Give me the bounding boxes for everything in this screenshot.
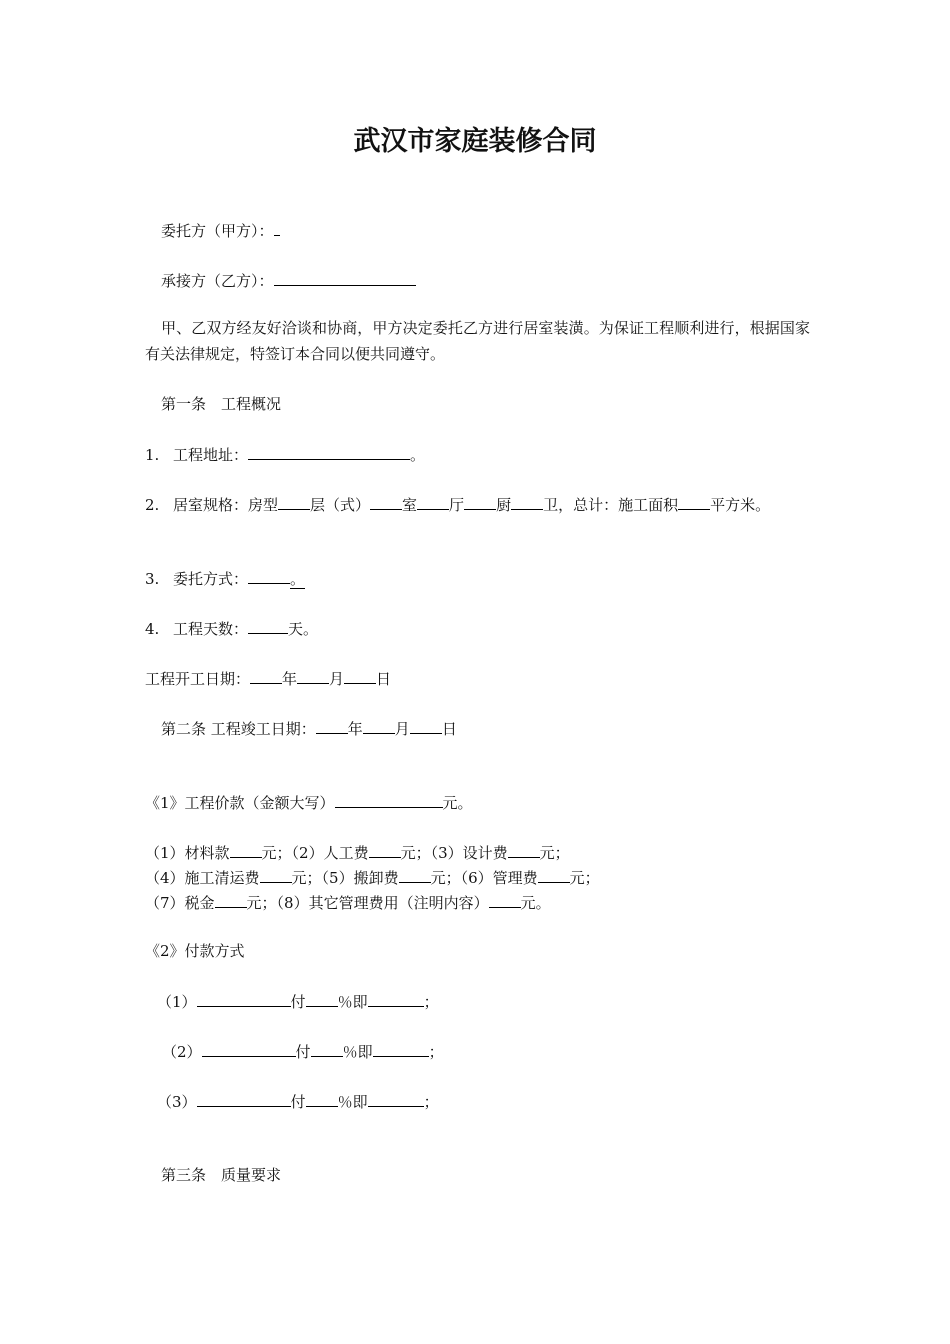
item2-chu: 厨	[496, 496, 512, 514]
payment-3-stage-blank[interactable]	[197, 1090, 291, 1107]
address-blank[interactable]	[248, 443, 410, 460]
payment-3-percent-blank[interactable]	[306, 1090, 338, 1107]
item2-label: 居室规格：房型	[173, 496, 279, 514]
item4-end: 天。	[288, 620, 319, 638]
fee-other-label: 元；（8）其它管理费用（注明内容）	[246, 894, 489, 912]
item1-num: 1.	[145, 446, 160, 464]
party-a-line	[161, 219, 280, 241]
payment-3-percent-label: ％即	[337, 1093, 368, 1111]
party-b-blank[interactable]	[274, 269, 416, 286]
payment-3-fu: 付	[290, 1093, 306, 1111]
end-month-label: 月	[394, 720, 410, 738]
fee-tax-blank[interactable]	[215, 891, 247, 908]
party-a-label: 委托方（甲方）：	[161, 222, 274, 240]
item1-label: 工程地址：	[173, 446, 249, 464]
fees-line-2	[145, 866, 600, 888]
payment-2-amount-blank[interactable]	[373, 1040, 429, 1057]
fee-management-blank[interactable]	[538, 866, 570, 883]
payment-line-1	[157, 990, 439, 1012]
bath-blank[interactable]	[511, 493, 543, 510]
price-end: 元。	[442, 794, 473, 812]
fee-cleanup-blank[interactable]	[260, 866, 292, 883]
item1-line	[145, 443, 425, 465]
fee-cleanup-label: （4）施工清运费	[145, 869, 260, 887]
payment-1-amount-blank[interactable]	[368, 990, 424, 1007]
floor-blank[interactable]	[278, 493, 310, 510]
fee-labor-blank[interactable]	[369, 841, 401, 858]
item2-ting: 厅	[449, 496, 465, 514]
fee-design-end: 元；	[539, 844, 570, 862]
intro-text: 甲、乙双方经友好洽谈和协商，甲方决定委托乙方进行居室装潢。为保证工程顺利进行，根据国家有关法律规定，特签订本合同以便共同遵守。	[145, 319, 810, 363]
document-title: 武汉市家庭装修合同	[353, 126, 597, 157]
room-blank[interactable]	[370, 493, 402, 510]
fee-moving-label: 元；（5）搬卸费	[291, 869, 399, 887]
start-day-blank[interactable]	[344, 667, 376, 684]
payment-2-percent-blank[interactable]	[311, 1040, 343, 1057]
fee-materials-label: （1）材料款	[145, 844, 230, 862]
hall-blank[interactable]	[417, 493, 449, 510]
payment-2-index: （2）	[162, 1043, 202, 1061]
start-year-label: 年	[282, 670, 298, 688]
fee-management-label: 元；（6）管理费	[430, 869, 538, 887]
item1-end: 。	[410, 446, 426, 464]
price-label: 《1》工程价款（金额大写）	[145, 794, 335, 812]
fee-design-blank[interactable]	[508, 841, 540, 858]
end-year-blank[interactable]	[316, 717, 348, 734]
fee-moving-blank[interactable]	[399, 866, 431, 883]
method-blank[interactable]	[248, 567, 290, 584]
payment-2-stage-blank[interactable]	[202, 1040, 296, 1057]
fees-line-1	[145, 841, 570, 863]
party-b-line	[161, 269, 416, 291]
payment-1-stage-blank[interactable]	[197, 990, 291, 1007]
fee-management-end: 元；	[569, 869, 600, 887]
payment-1-fu: 付	[290, 993, 306, 1011]
payment-1-percent-blank[interactable]	[306, 990, 338, 1007]
payment-1-index: （1）	[157, 993, 197, 1011]
kitchen-blank[interactable]	[464, 493, 496, 510]
start-year-blank[interactable]	[250, 667, 282, 684]
start-day-label: 日	[376, 670, 392, 688]
payment-title: 《2》付款方式	[145, 942, 245, 960]
days-blank[interactable]	[248, 617, 288, 634]
end-month-blank[interactable]	[363, 717, 395, 734]
payment-1-end: ；	[423, 993, 439, 1011]
item2-ceng: 层（式）	[310, 496, 371, 514]
fee-labor-label: 元；（2）人工费	[261, 844, 369, 862]
item4-label: 工程天数：	[173, 620, 249, 638]
end-day-label: 日	[441, 720, 457, 738]
party-b-label: 承接方（乙方）：	[161, 272, 274, 290]
fee-other-end: 元。	[520, 894, 551, 912]
payment-3-amount-blank[interactable]	[368, 1090, 424, 1107]
start-date-label: 工程开工日期：	[145, 670, 251, 688]
item4-line	[145, 617, 318, 639]
article2-title: 第二条 工程竣工日期：	[161, 720, 316, 738]
article2-line	[161, 717, 457, 739]
article3-title: 第三条 质量要求	[161, 1166, 282, 1184]
payment-line-2	[162, 1040, 444, 1062]
party-a-blank[interactable]	[274, 219, 280, 236]
item3-end: 。	[290, 570, 306, 588]
price-blank[interactable]	[335, 791, 443, 808]
fee-other-blank[interactable]	[489, 891, 521, 908]
start-date-line	[145, 667, 391, 689]
item3-num: 3.	[145, 570, 160, 588]
item4-num: 4.	[145, 620, 160, 638]
fees-line-3	[145, 891, 551, 913]
payment-3-end: ；	[423, 1093, 439, 1111]
item3-label: 委托方式：	[173, 570, 249, 588]
item2-num: 2.	[145, 496, 160, 514]
item2-wei: 卫，总计：施工面积	[543, 496, 679, 514]
start-month-label: 月	[329, 670, 345, 688]
price-line	[145, 791, 473, 813]
end-year-label: 年	[347, 720, 363, 738]
payment-2-end: ；	[428, 1043, 444, 1061]
item3-line	[145, 567, 305, 589]
fee-materials-blank[interactable]	[230, 841, 262, 858]
fee-tax-label: （7）税金	[145, 894, 215, 912]
fee-design-label: 元；（3）设计费	[400, 844, 508, 862]
payment-2-percent-label: ％即	[342, 1043, 373, 1061]
payment-2-fu: 付	[295, 1043, 311, 1061]
area-blank[interactable]	[678, 493, 710, 510]
payment-3-index: （3）	[157, 1093, 197, 1111]
payment-1-percent-label: ％即	[337, 993, 368, 1011]
item2-shi: 室	[402, 496, 418, 514]
article1-title: 第一条 工程概况	[161, 395, 282, 413]
start-month-blank[interactable]	[297, 667, 329, 684]
item2-end: 平方米。	[710, 496, 771, 514]
end-day-blank[interactable]	[410, 717, 442, 734]
payment-line-3	[157, 1090, 439, 1112]
item2-line	[145, 493, 770, 515]
intro-paragraph	[145, 315, 810, 367]
